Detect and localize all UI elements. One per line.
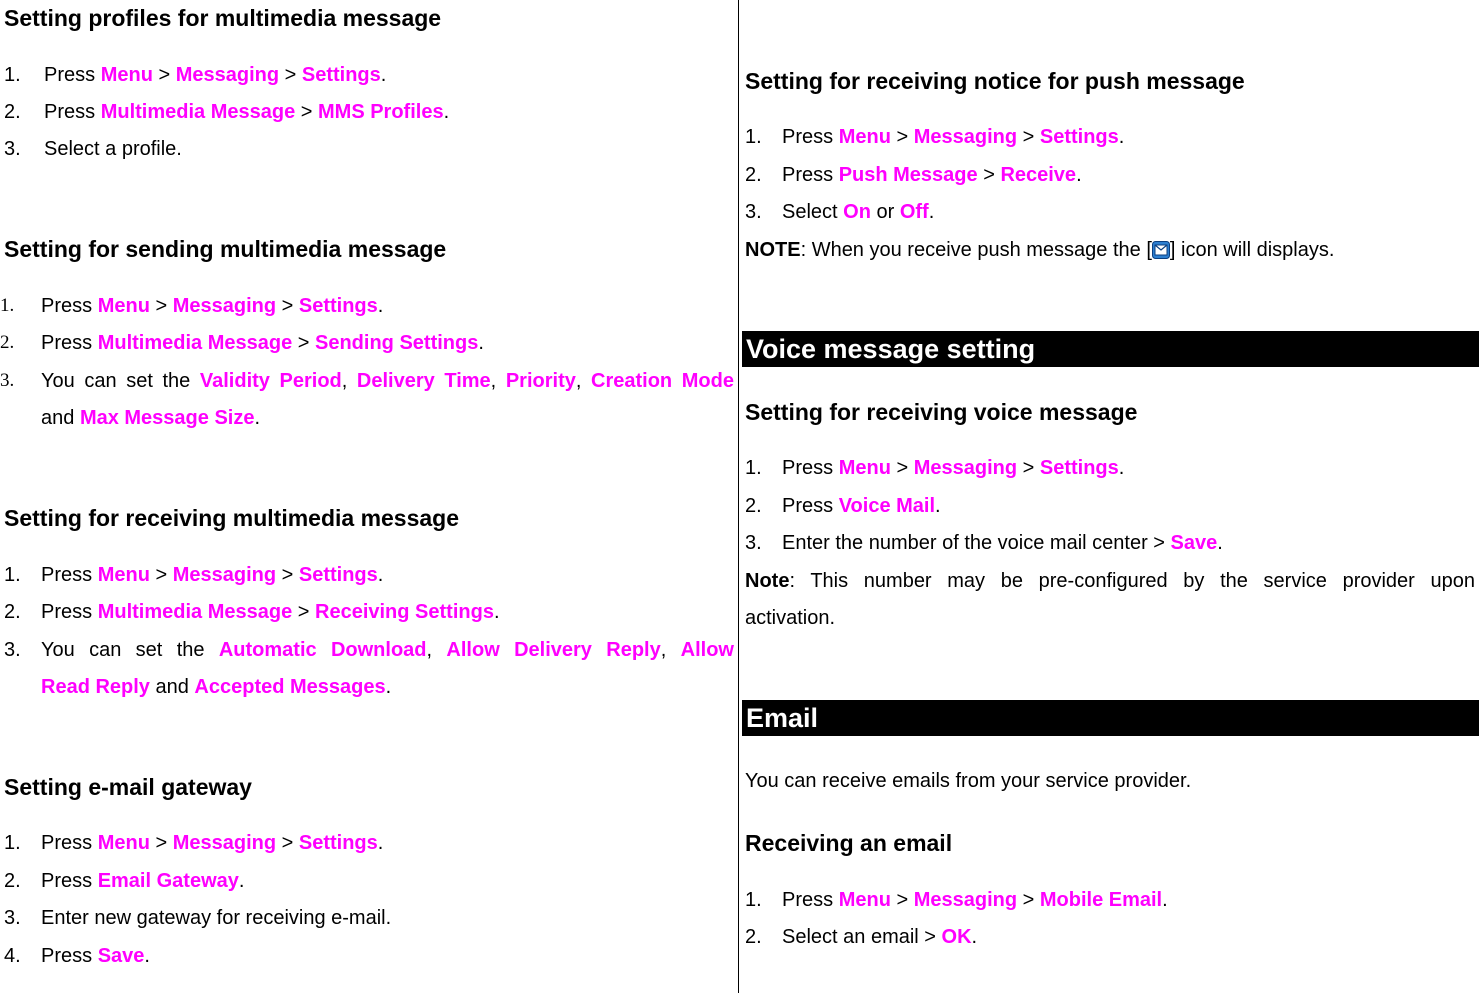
- section-heading: Setting profiles for multimedia message: [4, 5, 442, 31]
- section-bar-voice: Voice message setting: [742, 331, 1479, 367]
- column-divider: [738, 0, 739, 993]
- section-heading: Setting for receiving notice for push message: [745, 68, 1245, 94]
- section-heading: Setting e-mail gateway: [4, 774, 252, 800]
- section-heading: Setting for receiving multimedia message: [4, 505, 460, 531]
- section-bar-email: Email: [742, 700, 1479, 736]
- paragraph: You can receive emails from your service provider.: [745, 770, 1192, 792]
- left-column: Setting profiles for multimedia message 1. Press Menu > Messaging > Settings. 2. Press Multimedia Message > MMS Profiles. 3. Select a profile. Setting for sending multimedia message 1. Press Menu > Messaging > Settings. 2. Press Multimedia Message > Sending Settings. 3. You can set the Validity Period, Delivery Time, Priority, Creation Mode and Max Message Size. Setting for receiving multimedia message 1. Press Menu > Messaging > Settings. 2. Press Multimedia Message > Receiving Settings. 3. You can set the Automatic Download, Allow Delivery Reply, Allow Read Reply and Accepted Messages. Setting e-mail gateway 1. Press Menu > Messaging > Settings. 2. Press Email Gateway. 3. Enter new gateway for receiving e-mail. 4. Press Save.: [0, 5, 734, 967]
- right-column: Setting for receiving notice for push message 1. Press Menu > Messaging > Settings. 2. Press Push Message > Receive. 3. Select On or Off. NOTE: When you receive push message the [ ] icon will displays. Voice message setting Setting for receiving voice message 1. Press Menu > Messaging > Settings. 2. Press Voice Mail. 3. Enter the number of the voice mail center > Save. Note: This number may be pre-configured by the service provider upon activation. Email You can receive emails from your service provider. Receiving an email 1. Press Menu > Messaging > Mobile Email. 2. Select an email > OK.: [740, 0, 1479, 993]
- note: NOTE: When you receive push message the [ ] icon will displays.: [745, 239, 1335, 261]
- note: Note: This number may be pre-configured by the service provider upon: [745, 570, 1475, 592]
- section-heading: Setting for sending multimedia message: [4, 236, 447, 262]
- list-item-text: You can set the Automatic Download, Allow Delivery Reply, Allow: [41, 639, 734, 661]
- push-message-icon: [1152, 241, 1170, 259]
- section-heading: Receiving an email: [745, 830, 953, 856]
- note-continued: activation.: [745, 607, 836, 629]
- section-heading: Setting for receiving voice message: [745, 399, 1138, 425]
- list-item-text: Read Reply and Accepted Messages.: [41, 676, 392, 698]
- list-item-text: You can set the Validity Period, Delivery Time, Priority, Creation Mode: [41, 370, 734, 392]
- list-item-text: and Max Message Size.: [41, 407, 261, 429]
